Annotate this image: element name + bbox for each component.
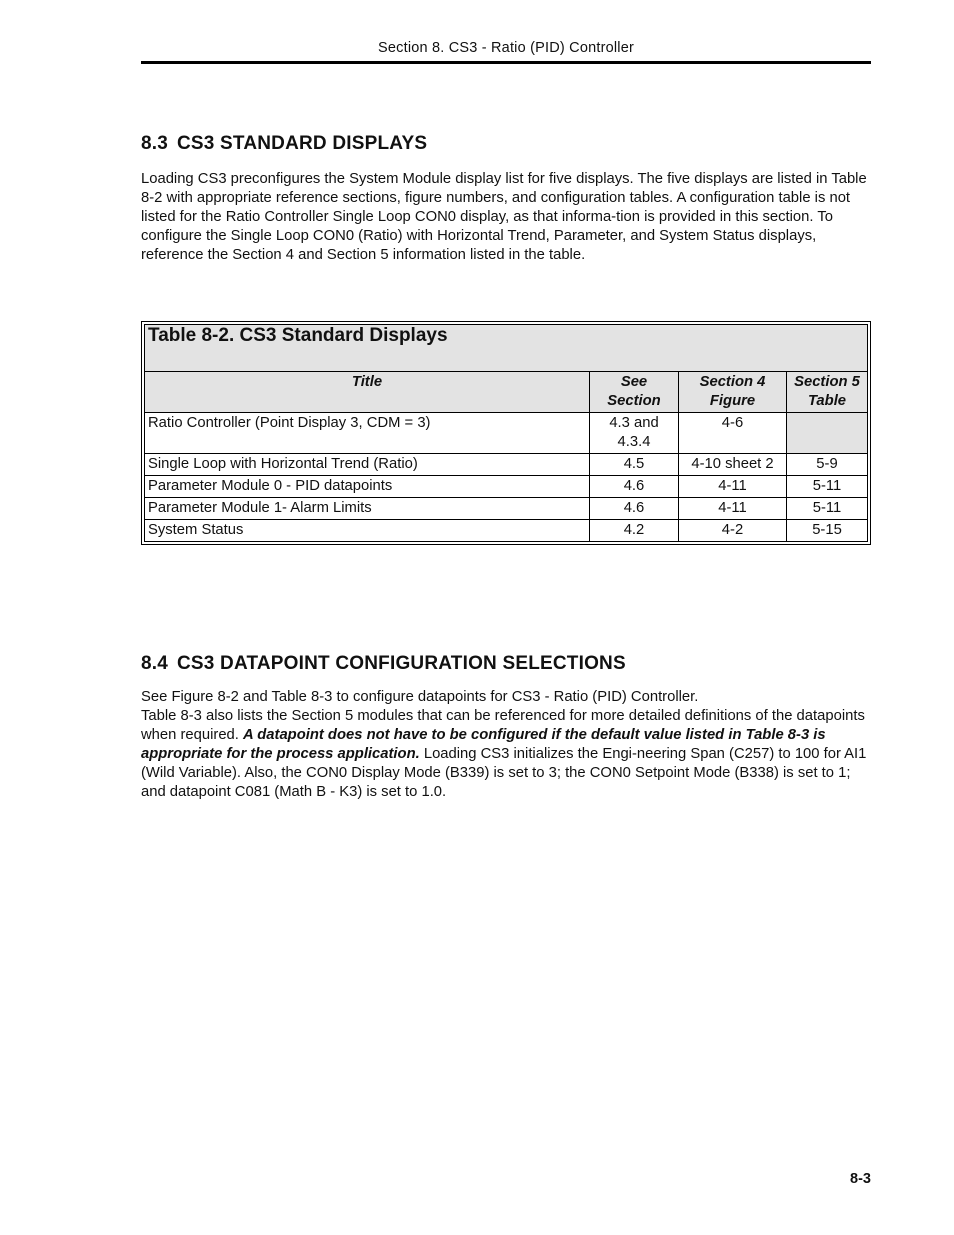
- body-text: Loading CS3 initializes the Engi-neering Span (C257) to 100 for AI1 (Wild Variable). Also, the CON0 Display Mode (B339) is set to 3; the CON0 Setpoint Mode (B338) is set to 1; and datapoint C081 (Math B - K3) is set to 1.0.: [141, 746, 867, 800]
- cell-section: 4.6: [590, 476, 679, 498]
- page-number: 8-3: [850, 1171, 871, 1187]
- section-8-3-heading: [141, 133, 427, 155]
- table-row: [145, 476, 868, 498]
- cell-figure: 4-10 sheet 2: [679, 454, 787, 476]
- cell-table: 5-9: [787, 454, 868, 476]
- cell-figure: 4-11: [679, 498, 787, 520]
- table-row: [145, 454, 868, 476]
- section-title: CS3 STANDARD DISPLAYS: [177, 133, 428, 154]
- section-8-4-body: [141, 688, 871, 802]
- col-header-section5-table: Section 5 Table: [787, 372, 868, 413]
- col-header-title: Title: [145, 372, 590, 413]
- cell-section: 4.2: [590, 520, 679, 542]
- body-emphasis: A datapoint does not have to be configured if the default value listed in Table 8-3 is appropriate for the process application.: [141, 727, 826, 762]
- standard-displays-table: [144, 324, 868, 542]
- cell-figure: 4-2: [679, 520, 787, 542]
- col-header-see-section: See Section: [590, 372, 679, 413]
- cell-table: 5-11: [787, 476, 868, 498]
- table-header-row: [145, 372, 868, 413]
- table-row: [145, 413, 868, 454]
- body-text: Table 8-3 also lists the Section 5 modules that can be referenced for more detailed definitions of the datapoints when required.: [141, 708, 865, 743]
- cell-title: Single Loop with Horizontal Trend (Ratio): [145, 454, 590, 476]
- cell-title: Parameter Module 0 - PID datapoints: [145, 476, 590, 498]
- cell-section: 4.3 and 4.3.4: [590, 413, 679, 454]
- table-row: [145, 520, 868, 542]
- section-number: 8.3: [141, 133, 169, 154]
- cell-figure: 4-6: [679, 413, 787, 454]
- cell-title: System Status: [145, 520, 590, 542]
- cell-section: 4.6: [590, 498, 679, 520]
- cell-figure: 4-11: [679, 476, 787, 498]
- cell-title: Parameter Module 1- Alarm Limits: [145, 498, 590, 520]
- section-8-3-body: Loading CS3 preconfigures the System Module display list for five displays. The five displays are listed in Table 8-2 with appropriate reference sections, figure numbers, and configuration tables. A configuration table is not listed for the Ratio Controller Single Loop CON0 display, as that informa-tion is provided in this section. To configure the Single Loop CON0 (Ratio) with Horizontal Trend, Parameter, and System Status displays, reference the Section 4 and Section 5 information listed in the table.: [141, 171, 867, 263]
- cell-table: [787, 413, 868, 454]
- cell-table: 5-15: [787, 520, 868, 542]
- table-caption: Table 8-2. CS3 Standard Displays: [145, 325, 868, 372]
- section-title: CS3 DATAPOINT CONFIGURATION SELECTIONS: [177, 653, 626, 674]
- col-header-section4-figure: Section 4 Figure: [679, 372, 787, 413]
- table-caption-row: [145, 325, 868, 372]
- header-rule: [141, 61, 871, 64]
- table-row: [145, 498, 868, 520]
- body-line-1: See Figure 8-2 and Table 8-3 to configure datapoints for CS3 - Ratio (PID) Controller.: [141, 689, 699, 705]
- cell-table: 5-11: [787, 498, 868, 520]
- cell-section: 4.5: [590, 454, 679, 476]
- section-8-4-heading: [141, 653, 626, 675]
- table-8-2: [141, 321, 871, 545]
- running-header: Section 8. CS3 - Ratio (PID) Controller: [378, 40, 634, 56]
- cell-title: Ratio Controller (Point Display 3, CDM = 3): [145, 413, 590, 454]
- section-number: 8.4: [141, 653, 169, 674]
